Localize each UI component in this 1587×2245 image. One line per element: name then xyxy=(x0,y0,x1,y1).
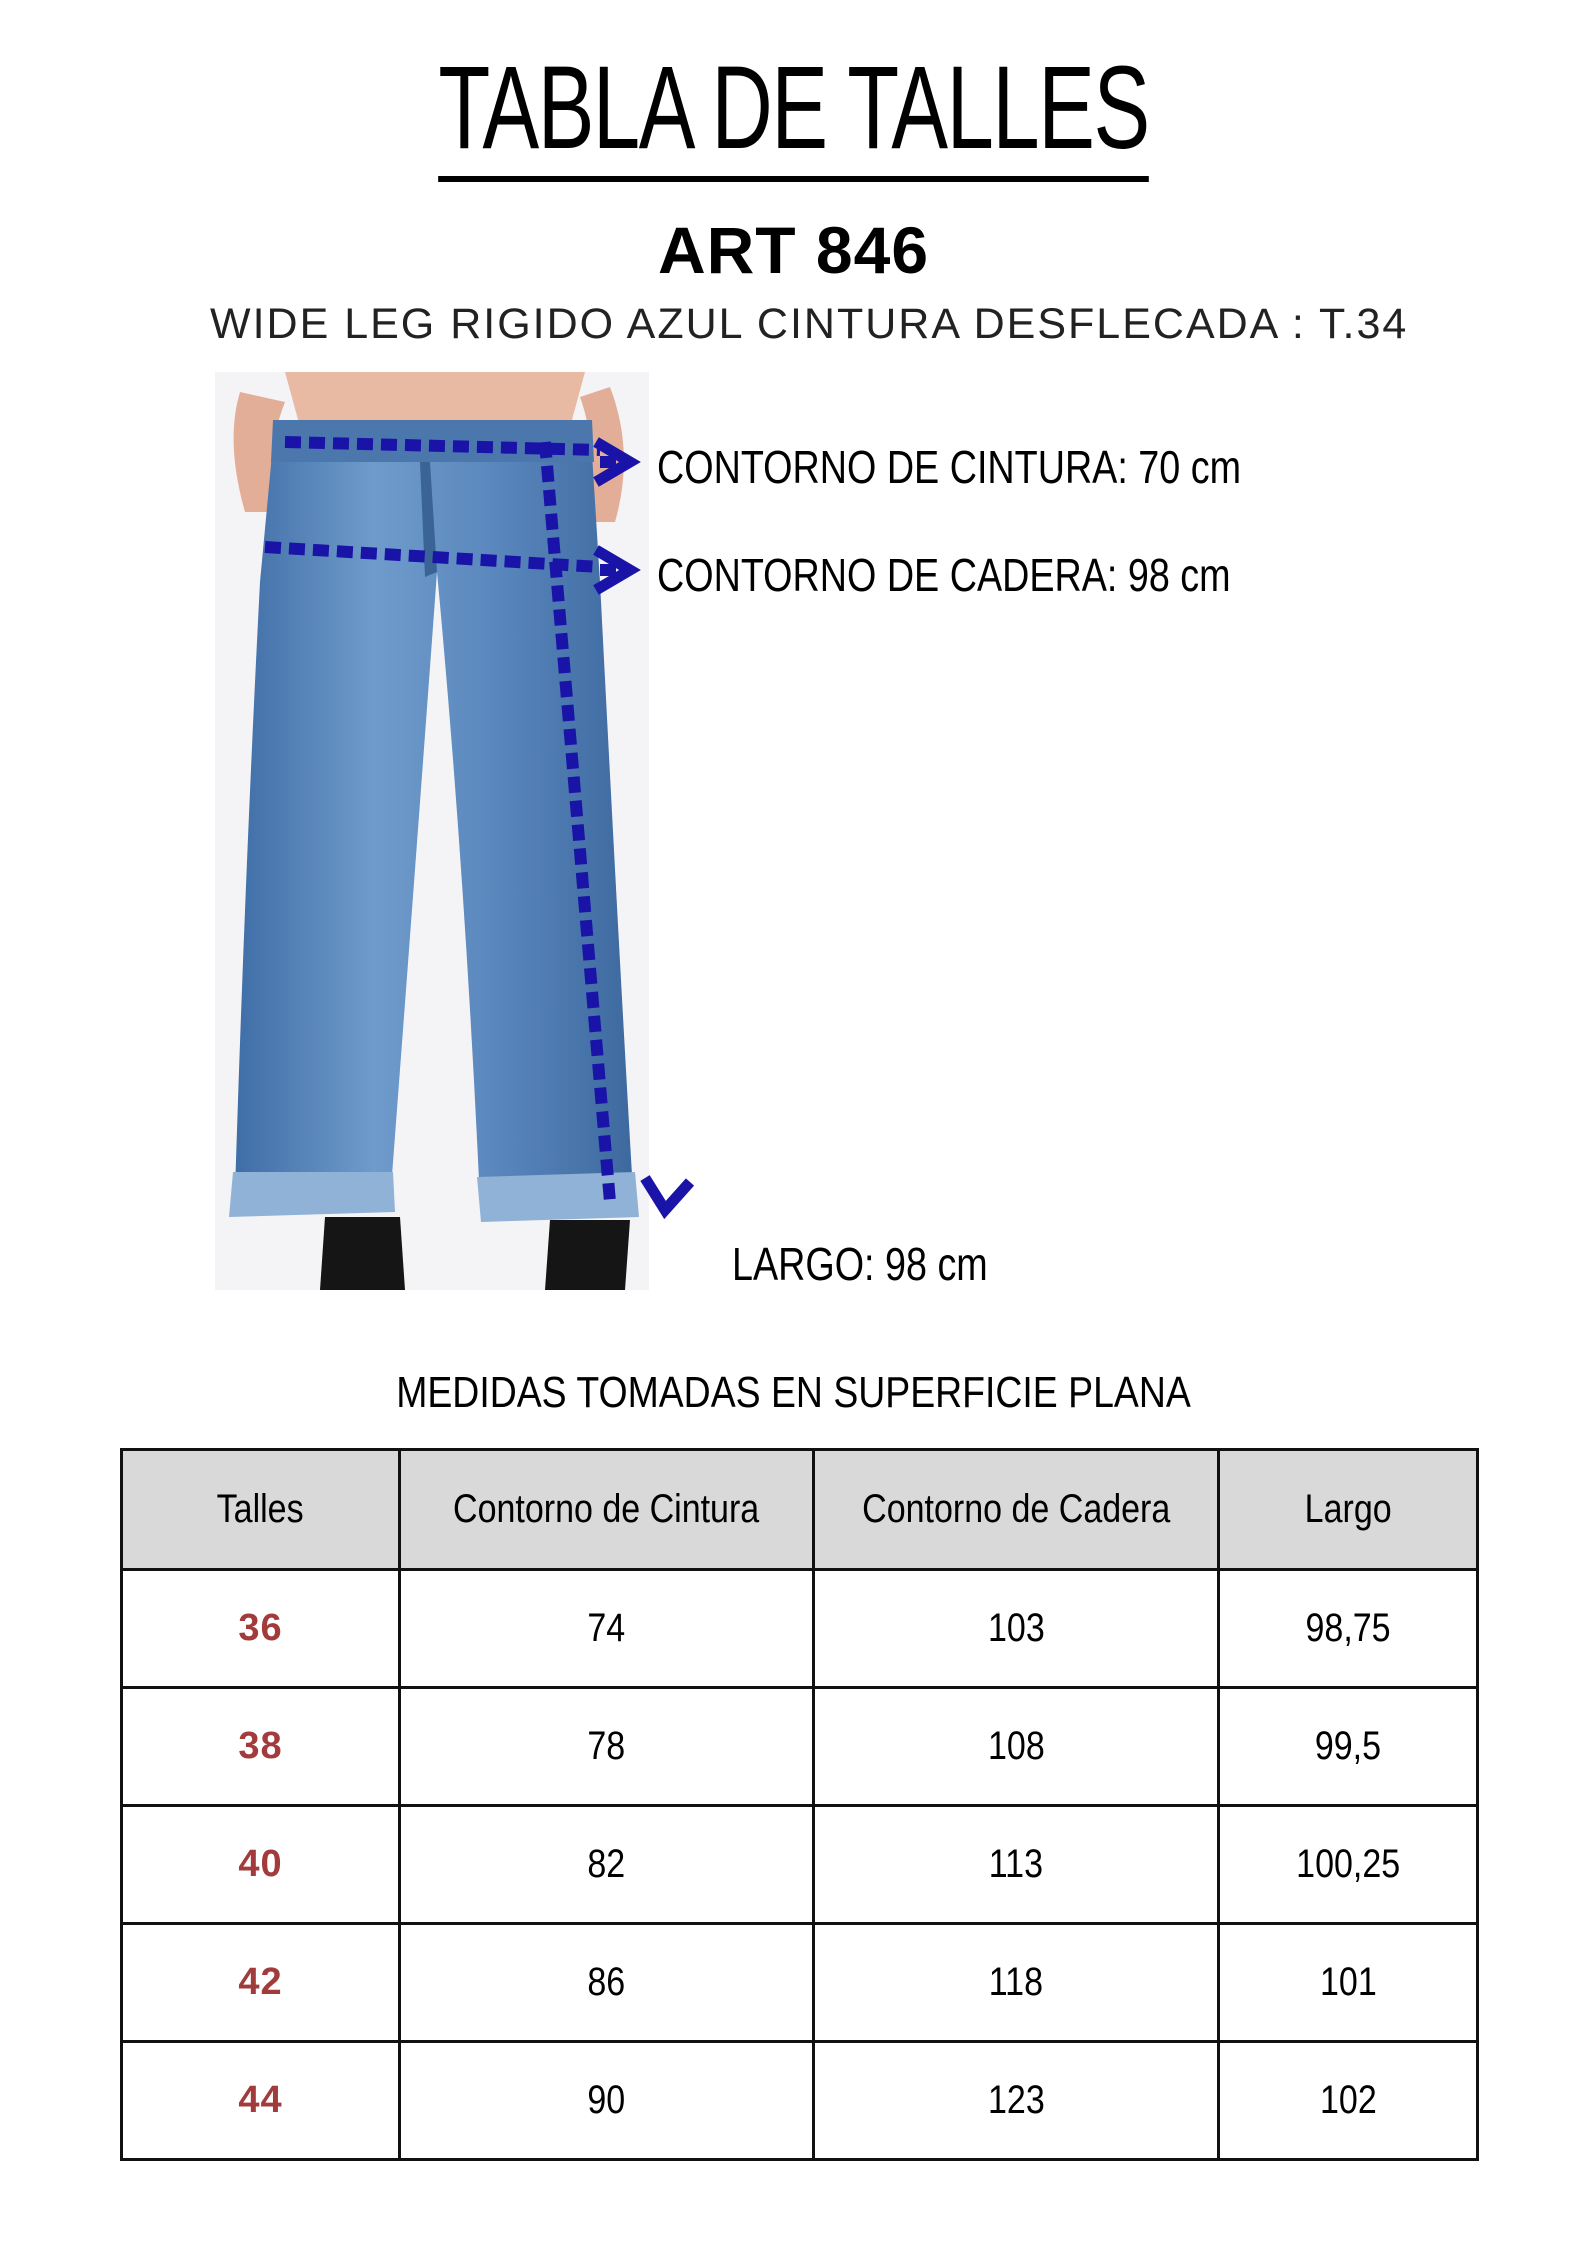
column-header: Talles xyxy=(122,1450,400,1570)
length-cell: 102 xyxy=(1219,2042,1478,2160)
product-photo xyxy=(215,372,649,1290)
hip-cell: 108 xyxy=(814,1688,1219,1806)
table-row xyxy=(122,1924,1478,2042)
size-cell: 38 xyxy=(122,1688,400,1806)
hip-cell: 123 xyxy=(814,2042,1219,2160)
length-cell: 101 xyxy=(1219,1924,1478,2042)
length-cell: 100,25 xyxy=(1219,1806,1478,1924)
waist-cell: 82 xyxy=(400,1806,814,1924)
table-row xyxy=(122,2042,1478,2160)
waist-cell: 86 xyxy=(400,1924,814,2042)
table-header-row xyxy=(122,1450,1478,1570)
column-header: Contorno de Cadera xyxy=(814,1450,1219,1570)
page-title: TABLA DE TALLES xyxy=(222,40,1365,176)
waist-cell: 90 xyxy=(400,2042,814,2160)
size-cell: 42 xyxy=(122,1924,400,2042)
waist-cell: 78 xyxy=(400,1688,814,1806)
length-cell: 98,75 xyxy=(1219,1570,1478,1688)
length-arrow-icon xyxy=(645,1178,690,1210)
size-table xyxy=(120,1448,1479,2161)
size-cell: 40 xyxy=(122,1806,400,1924)
size-cell: 36 xyxy=(122,1570,400,1688)
waist-measure-label: CONTORNO DE CINTURA: 70 cm xyxy=(657,441,1242,493)
product-description: WIDE LEG RIGIDO AZUL CINTURA DESFLECADA : T.34 xyxy=(210,300,1409,348)
measurement-note: MEDIDAS TOMADAS EN SUPERFICIE PLANA xyxy=(396,1368,1191,1417)
waist-cell: 74 xyxy=(400,1570,814,1688)
hip-cell: 118 xyxy=(814,1924,1219,2042)
length-measure-label: LARGO: 98 cm xyxy=(732,1238,988,1290)
hip-cell: 103 xyxy=(814,1570,1219,1688)
hip-cell: 113 xyxy=(814,1806,1219,1924)
table-row xyxy=(122,1806,1478,1924)
column-header: Contorno de Cintura xyxy=(400,1450,814,1570)
table-row xyxy=(122,1688,1478,1806)
table-row xyxy=(122,1570,1478,1688)
hip-measure-label: CONTORNO DE CADERA: 98 cm xyxy=(657,549,1231,601)
column-header: Largo xyxy=(1219,1450,1478,1570)
size-cell: 44 xyxy=(122,2042,400,2160)
article-number: ART 846 xyxy=(657,213,930,287)
length-cell: 99,5 xyxy=(1219,1688,1478,1806)
